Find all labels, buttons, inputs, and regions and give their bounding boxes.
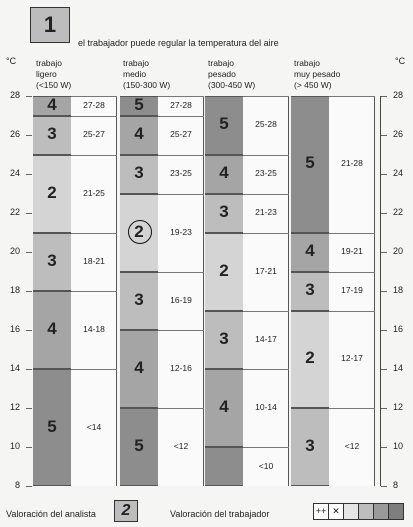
column-title-line: trabajo (208, 58, 234, 68)
range-divider (158, 272, 204, 273)
rating-value: 4 (219, 163, 229, 182)
tick-mark-left (26, 135, 32, 136)
tick-label-left: 16 (9, 324, 20, 334)
axis-right (380, 96, 381, 486)
range-divider (243, 369, 289, 370)
tick-mark-right (381, 213, 387, 214)
range-label: <10 (258, 460, 274, 471)
tick-label-left: 28 (9, 90, 20, 100)
range-label: 17-21 (255, 265, 277, 276)
rating-value: 3 (134, 163, 144, 182)
tick-mark-left (26, 408, 32, 409)
range-label: 23-25 (255, 168, 277, 178)
rating-value: 3 (219, 328, 229, 348)
range-divider (71, 96, 117, 97)
analyst-label: Valoración del analista (6, 509, 96, 519)
range-label: 21-25 (83, 187, 105, 198)
range-label: 21-28 (341, 158, 363, 169)
tick-mark-left (26, 213, 32, 214)
column-title-line: medio (123, 69, 147, 79)
column-title-line: trabajo (294, 58, 320, 68)
legend-box: 1 (30, 7, 70, 43)
tick-mark-left (26, 174, 32, 175)
range-label: 14-17 (255, 333, 277, 344)
tick-label-right: 16 (393, 324, 404, 334)
range-label: 12-17 (341, 353, 363, 364)
worker-legend-swatch: ++ (313, 503, 329, 520)
range-divider (158, 116, 204, 117)
worker-legend-swatch (343, 503, 359, 520)
column-title-line: (150-300 W) (123, 80, 171, 90)
legend-text: el trabajador puede regular la temperatura del aire (78, 38, 279, 48)
worker-label: Valoración del trabajador (170, 509, 270, 519)
worker-legend-swatch (388, 503, 404, 520)
rating-value: 3 (219, 202, 229, 221)
range-divider (158, 96, 204, 97)
rating-value: 3 (305, 280, 315, 299)
range-label: 16-19 (170, 294, 192, 305)
range-divider (158, 155, 204, 156)
tick-label-right: 20 (393, 246, 404, 256)
rating-value: 3 (47, 124, 57, 143)
tick-mark-right (381, 291, 387, 292)
range-divider (243, 155, 289, 156)
column-title-line: (<150 W) (36, 80, 72, 90)
rating-value: 2 (219, 260, 229, 280)
range-divider (243, 447, 289, 448)
rating-cell (205, 447, 243, 486)
range-label: 25-27 (170, 129, 192, 139)
worker-legend (314, 503, 404, 520)
tick-mark-right (381, 408, 387, 409)
tick-label-right: 12 (393, 402, 404, 412)
range-label: 25-28 (255, 119, 277, 130)
rating-value: 4 (134, 124, 144, 143)
range-divider (71, 233, 117, 234)
tick-mark-left (26, 447, 32, 448)
range-divider (329, 233, 375, 234)
range-label: 23-25 (170, 168, 192, 178)
tick-label-right: 8 (393, 480, 399, 490)
tick-mark-right (381, 369, 387, 370)
tick-label-left: 10 (9, 441, 20, 451)
tick-mark-left (26, 330, 32, 331)
tick-label-left: 18 (9, 285, 20, 295)
rating-value: 5 (305, 153, 315, 173)
rating-value: 3 (47, 250, 57, 270)
column-title-line: trabajo (36, 58, 62, 68)
tick-label-left: 22 (9, 207, 20, 217)
column-title-line: trabajo (123, 58, 149, 68)
rating-value: 3 (305, 436, 315, 455)
tick-mark-left (26, 486, 32, 487)
range-divider (71, 155, 117, 156)
range-divider (158, 194, 204, 195)
range-divider (329, 272, 375, 273)
range-label: 18-21 (83, 255, 105, 266)
range-label: 27-28 (170, 99, 192, 110)
tick-label-left: 20 (9, 246, 20, 256)
range-label: <14 (86, 421, 102, 432)
range-divider (158, 408, 204, 409)
range-divider (158, 330, 204, 331)
range-divider (243, 311, 289, 312)
rating-value: 5 (47, 416, 57, 436)
range-label: 14-18 (83, 324, 105, 334)
range-label: <12 (344, 441, 360, 451)
tick-label-right: 10 (393, 441, 404, 451)
tick-mark-right (381, 330, 387, 331)
rating-value: 5 (134, 94, 144, 114)
tick-label-right: 18 (393, 285, 404, 295)
worker-legend-swatch (358, 503, 374, 520)
column-title-line: ligero (36, 69, 57, 79)
tick-mark-right (381, 135, 387, 136)
analyst-circle-mark (128, 220, 152, 244)
tick-label-right: 28 (393, 90, 404, 100)
range-divider (243, 96, 289, 97)
rating-value: 3 (134, 289, 144, 309)
tick-mark-right (381, 252, 387, 253)
rating-value: 4 (134, 358, 144, 377)
range-label: 21-23 (255, 207, 277, 217)
tick-label-right: 26 (393, 129, 404, 139)
tick-label-right: 24 (393, 168, 404, 178)
range-label: 10-14 (255, 402, 277, 412)
range-divider (71, 291, 117, 292)
rating-value: 4 (305, 241, 315, 260)
range-label: <12 (173, 441, 189, 451)
tick-label-right: 14 (393, 363, 404, 373)
column-title-line: pesado (208, 69, 236, 79)
range-label: 19-23 (170, 226, 192, 237)
range-divider (329, 96, 375, 97)
tick-mark-left (26, 291, 32, 292)
tick-label-left: 14 (9, 363, 20, 373)
tick-mark-right (381, 174, 387, 175)
analyst-rating-box: 2 (114, 500, 138, 522)
worker-legend-swatch: ✕ (328, 503, 344, 520)
rating-value: 2 (305, 348, 315, 368)
column-title-line: muy pesado (294, 69, 341, 79)
column-title-line: (> 450 W) (294, 80, 332, 90)
range-label: 27-28 (83, 99, 105, 110)
range-divider (243, 233, 289, 234)
unit-left: °C (6, 56, 17, 66)
range-divider (71, 116, 117, 117)
rating-value: 4 (219, 397, 229, 416)
tick-label-left: 12 (9, 402, 20, 412)
tick-mark-left (26, 252, 32, 253)
range-label: 19-21 (341, 246, 363, 256)
tick-label-left: 8 (14, 480, 20, 490)
tick-label-left: 24 (9, 168, 20, 178)
range-divider (243, 194, 289, 195)
rating-value: 2 (134, 221, 144, 241)
tick-label-left: 26 (9, 129, 20, 139)
rating-value: 4 (47, 319, 57, 338)
range-label: 17-19 (341, 285, 363, 295)
rating-value: 5 (134, 436, 144, 455)
range-label: 25-27 (83, 129, 105, 139)
tick-label-right: 22 (393, 207, 404, 217)
column-title-line: (300-450 W) (208, 80, 256, 90)
rating-value: 5 (219, 114, 229, 134)
range-divider (329, 311, 375, 312)
range-divider (71, 369, 117, 370)
tick-mark-right (381, 96, 387, 97)
tick-mark-left (26, 369, 32, 370)
unit-right: °C (395, 56, 406, 66)
range-divider (329, 408, 375, 409)
tick-mark-right (381, 447, 387, 448)
rating-value: 2 (47, 182, 57, 202)
range-label: 12-16 (170, 363, 192, 373)
worker-legend-swatch (373, 503, 389, 520)
rating-value: 4 (47, 94, 57, 114)
tick-mark-left (26, 96, 32, 97)
tick-mark-right (381, 486, 387, 487)
